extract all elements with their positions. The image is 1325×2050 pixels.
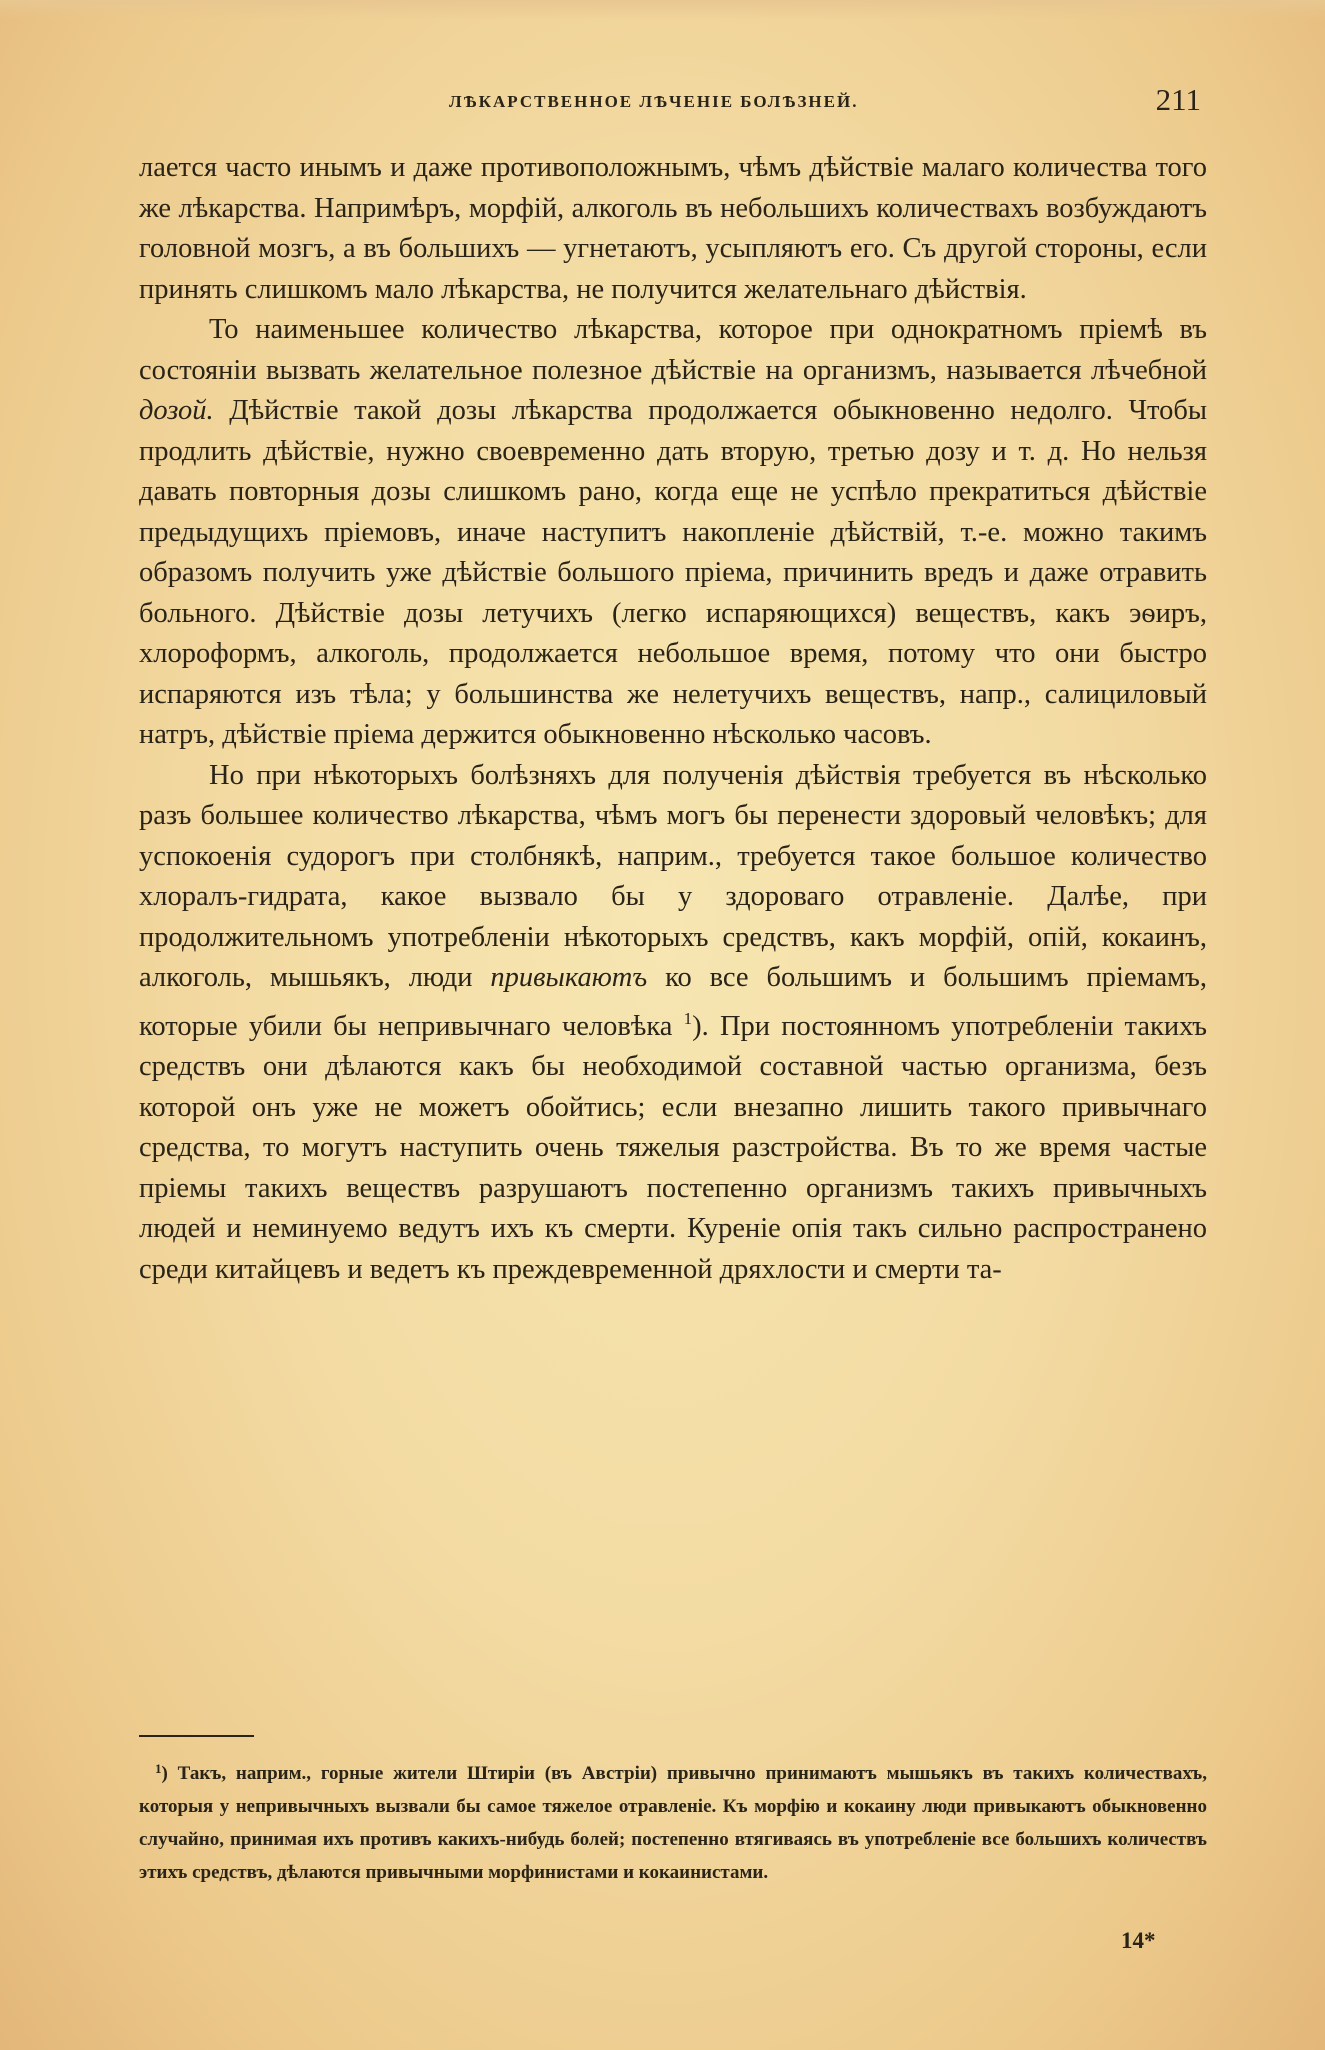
body-text — [139, 148, 1207, 1290]
paragraph-3 — [139, 756, 1207, 1291]
paragraph-1-text: лается часто инымъ и даже противоположнымъ, чѣмъ дѣйствіе малаго количества того же лѣкарства. Напримѣръ, морфій, алкоголь въ небольшихъ количествахъ возбуждаютъ головной мозгъ, а въ большихъ — угнетаютъ, усыпляютъ его. Съ другой стороны, если принять слишкомъ мало лѣкарства, не получится желательнаго дѣйствія. — [139, 152, 1207, 305]
page-content — [139, 78, 1207, 1290]
footnote-text: ) Такъ, наприм., горные жители Штиріи (въ Австріи) привычно принимаютъ мышьякъ въ такихъ количествахъ, которыя у непривычныхъ вызвали бы самое тяжелое отравленіе. Къ морфію и кокаину люди привыкаютъ обыкновенно случайно, принимая ихъ противъ какихъ-нибудь болей; постепенно втягиваясь въ употребленіе все большихъ количествъ этихъ средствъ, дѣлаются привычными морфинистами и кокаинистами. — [139, 1763, 1207, 1883]
footnote-mark: 1 — [155, 1761, 162, 1776]
page-number: 211 — [1155, 82, 1201, 117]
footnote-rule — [139, 1735, 254, 1737]
paragraph-1 — [139, 148, 1207, 310]
footnote — [139, 1752, 1207, 1889]
paragraph-3-text-a: Но при нѣкоторыхъ болѣзняхъ для полученія дѣйствія требуется въ нѣсколько разъ большее количество лѣкарства, чѣмъ могъ бы перенести здоровый человѣкъ; для успокоенія судорогъ при столбнякѣ, наприм., требуется такое большое количество хлоралъ-гидрата, какое вызвало бы у здороваго отравленіе. Далѣе, при продолжительномъ употребленіи нѣкоторыхъ средствъ, какъ морфій, опій, кокаинъ, алкоголь, мышьякъ, люди — [139, 759, 1207, 993]
paragraph-3-text-c: ). При постоянномъ употребленіи такихъ средствъ они дѣлаются какъ бы необходимой составной частью организма, безъ которой онъ уже не можетъ обойтись; если внезапно лишить такого привычнаго средства, то могутъ наступить очень тяжелыя разстройства. Въ то же время частые пріемы такихъ веществъ разрушаютъ постепенно организмъ такихъ привычныхъ людей и неминуемо ведутъ ихъ къ смерти. Куреніе опія такъ сильно распространено среди китайцевъ и ведетъ къ преждевременной дряхлости и смерти та- — [139, 1010, 1208, 1285]
page-edge-shadow — [0, 0, 1325, 20]
paragraph-3-italic: привыкаютъ — [490, 962, 648, 993]
paragraph-2-italic: дозой. — [139, 395, 214, 426]
running-title: ЛѢКАРСТВЕННОЕ ЛѢЧЕНІЕ БОЛѢЗНЕЙ. — [449, 92, 859, 111]
paragraph-3-text-b: ко все большимъ и большимъ пріемамъ, которые убили бы непривычнаго человѣка — [139, 962, 1207, 1042]
signature-mark: 14* — [1121, 1928, 1156, 1953]
running-header — [139, 78, 1207, 134]
footnote-reference[interactable]: 1 — [683, 1008, 693, 1028]
paragraph-2-text-a: То наименьшее количество лѣкарства, которое при однократномъ пріемѣ въ состояніи вызвать желательное полезное дѣйствіе на организмъ, называется лѣчебной — [139, 314, 1207, 386]
paragraph-2-text-b: Дѣйствіе такой дозы лѣкарства продолжается обыкновенно недолго. Чтобы продлить дѣйствіе, нужно своевременно дать вторую, третью дозу и т. д. Но нельзя давать повторныя дозы слишкомъ рано, когда еще не успѣло прекратиться дѣйствіе предыдущихъ пріемовъ, иначе наступитъ накопленіе дѣйствій, т.-е. можно такимъ образомъ получить уже дѣйствіе большого пріема, причинить вредъ и даже отравить больного. Дѣйствіе дозы летучихъ (легко испаряющихся) веществъ, какъ эѳиръ, хлороформъ, алкоголь, продолжается небольшое время, потому что они быстро испаряются изъ тѣла; у большинства же нелетучихъ веществъ, напр., салициловый натръ, дѣйствіе пріема держится обыкновенно нѣсколько часовъ. — [139, 395, 1207, 750]
paragraph-2 — [139, 310, 1207, 756]
